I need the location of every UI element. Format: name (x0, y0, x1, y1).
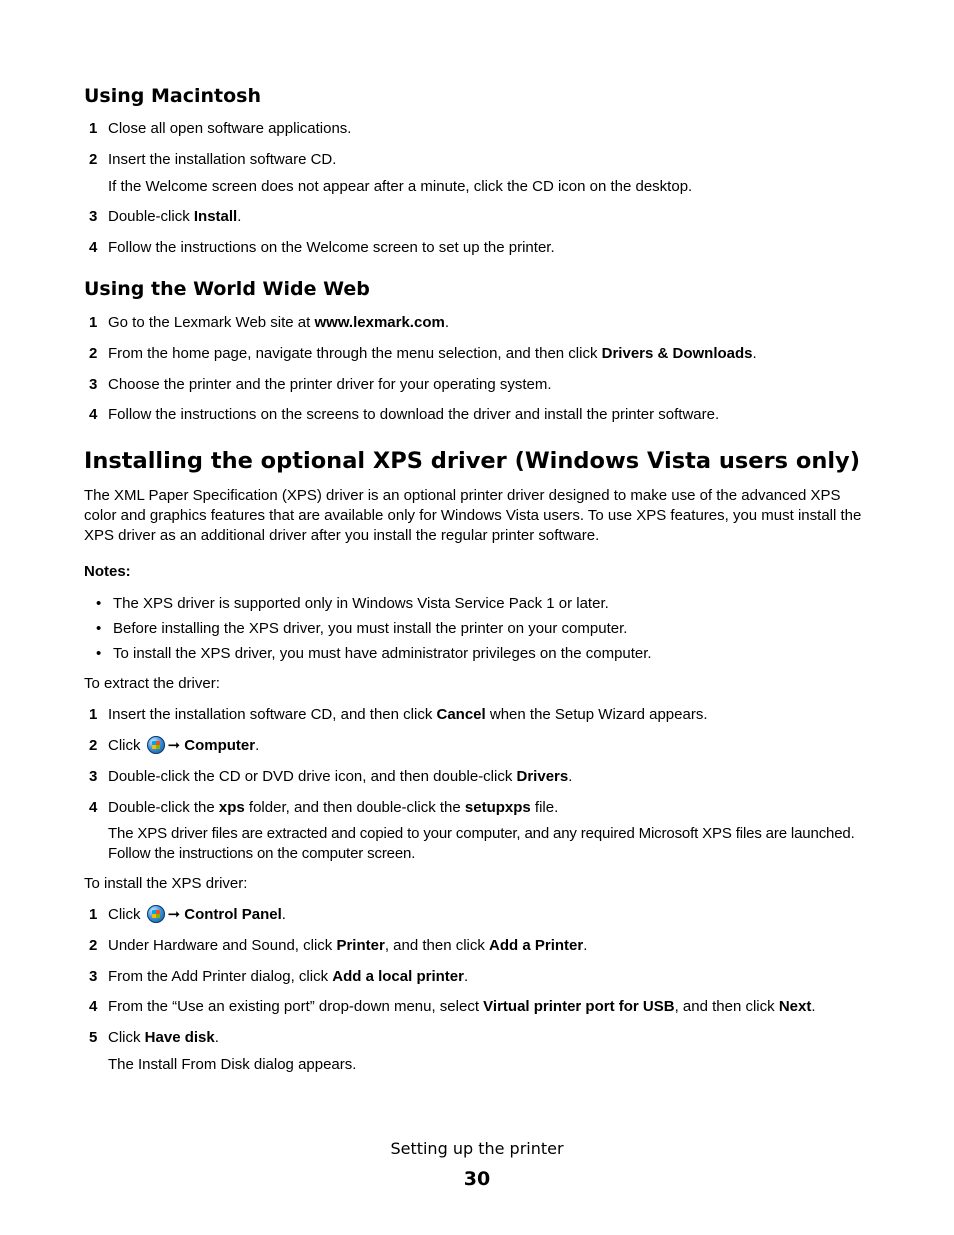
step-text: Choose the printer and the printer driver for your operating system. (108, 376, 552, 393)
bold-term: Have disk (144, 1029, 215, 1046)
step-number: 2 (89, 737, 98, 754)
step-number: 1 (89, 314, 98, 331)
mac-step-2-note: If the Welcome screen does not appear after a minute, click the CD icon on the desktop. (108, 178, 693, 195)
notes-label: Notes: (84, 563, 131, 580)
bullet-icon: • (96, 595, 102, 612)
step-number: 4 (89, 406, 98, 423)
step-text: Double-click the xps folder, and then double-click the setupxps file. (108, 799, 559, 816)
bold-term: Add a Printer (489, 937, 584, 954)
step-number: 3 (89, 768, 98, 785)
xps-intro-paragraph: The XML Paper Specification (XPS) driver is an optional printer driver designed to make use of the advanced XPS color and graphics features that are available only for Windows Vista users. To use XPS features, you must install the XPS driver as an additional driver after you install the regular printer software. (84, 487, 862, 544)
arrow-icon: ➞ (167, 906, 181, 923)
step-number: 2 (89, 151, 98, 168)
step-text: Go to the Lexmark Web site at www.lexmark.com. (108, 314, 449, 331)
step-text: From the “Use an existing port” drop-down menu, select Virtual printer port for USB, and then click Next. (108, 998, 816, 1015)
windows-start-icon (147, 905, 165, 923)
bold-term: Install (193, 208, 238, 225)
bold-term: Drivers & Downloads (601, 345, 753, 362)
step-number: 1 (89, 120, 98, 137)
step-text: Double-click Install. (108, 208, 242, 225)
step-number: 4 (89, 998, 98, 1015)
step-text: Under Hardware and Sound, click Printer, and then click Add a Printer. (108, 937, 588, 954)
step-text: Double-click the CD or DVD drive icon, and then double-click Drivers. (108, 768, 573, 785)
step-text: Insert the installation software CD, and then click Cancel when the Setup Wizard appears. (108, 706, 708, 723)
bullet-icon: • (96, 645, 102, 662)
step-text: Click Have disk. (108, 1029, 219, 1046)
extract-intro: To extract the driver: (84, 675, 220, 692)
heading-installing-xps-driver: Installing the optional XPS driver (Windows Vista users only) (84, 448, 860, 474)
bold-term: setupxps (464, 799, 531, 816)
step-number: 3 (89, 968, 98, 985)
bold-term: Cancel (436, 706, 486, 723)
install-intro: To install the XPS driver: (84, 875, 248, 892)
bold-term: Next (778, 998, 812, 1015)
step-number: 2 (89, 937, 98, 954)
step-number: 5 (89, 1029, 98, 1046)
extract-step-4-note: The XPS driver files are extracted and copied to your computer, and any required Microsoft XPS files are launched. Follow the instructions on the computer screen. (108, 825, 855, 862)
step-text: Close all open software applications. (108, 120, 352, 137)
step-number: 3 (89, 376, 98, 393)
step-number: 4 (89, 799, 98, 816)
bold-term: Drivers (516, 768, 569, 785)
step-text: From the Add Printer dialog, click Add a local printer. (108, 968, 469, 985)
heading-using-world-wide-web: Using the World Wide Web (84, 278, 370, 300)
bold-term: Control Panel (184, 906, 282, 923)
bold-term: xps (218, 799, 245, 816)
arrow-icon: ➞ (167, 737, 181, 754)
step-number: 4 (89, 239, 98, 256)
step-number: 1 (89, 906, 98, 923)
bold-term: Add a local printer (332, 968, 464, 985)
bold-term: Computer (184, 737, 256, 754)
windows-start-icon (147, 736, 165, 754)
bullet-icon: • (96, 620, 102, 637)
step-text: Follow the instructions on the Welcome screen to set up the printer. (108, 239, 555, 256)
step-number: 3 (89, 208, 98, 225)
step-text: From the home page, navigate through the menu selection, and then click Drivers & Downloads. (108, 345, 757, 362)
page-number: 30 (463, 1168, 491, 1190)
step-number: 1 (89, 706, 98, 723)
bold-term: Printer (336, 937, 385, 954)
step-text: Follow the instructions on the screens to download the driver and install the printer software. (108, 406, 720, 423)
heading-using-macintosh: Using Macintosh (84, 85, 261, 107)
bold-term: Virtual printer port for USB (483, 998, 675, 1015)
step-text: Click ➞ Control Panel. (108, 906, 286, 923)
footer-section-title: Setting up the printer (390, 1139, 564, 1158)
step-text: Insert the installation software CD. (108, 151, 337, 168)
step-text: Click ➞ Computer. (108, 737, 260, 754)
step-number: 2 (89, 345, 98, 362)
lexmark-url: www.lexmark.com (314, 314, 445, 331)
install-step-5-note: The Install From Disk dialog appears. (108, 1056, 357, 1073)
